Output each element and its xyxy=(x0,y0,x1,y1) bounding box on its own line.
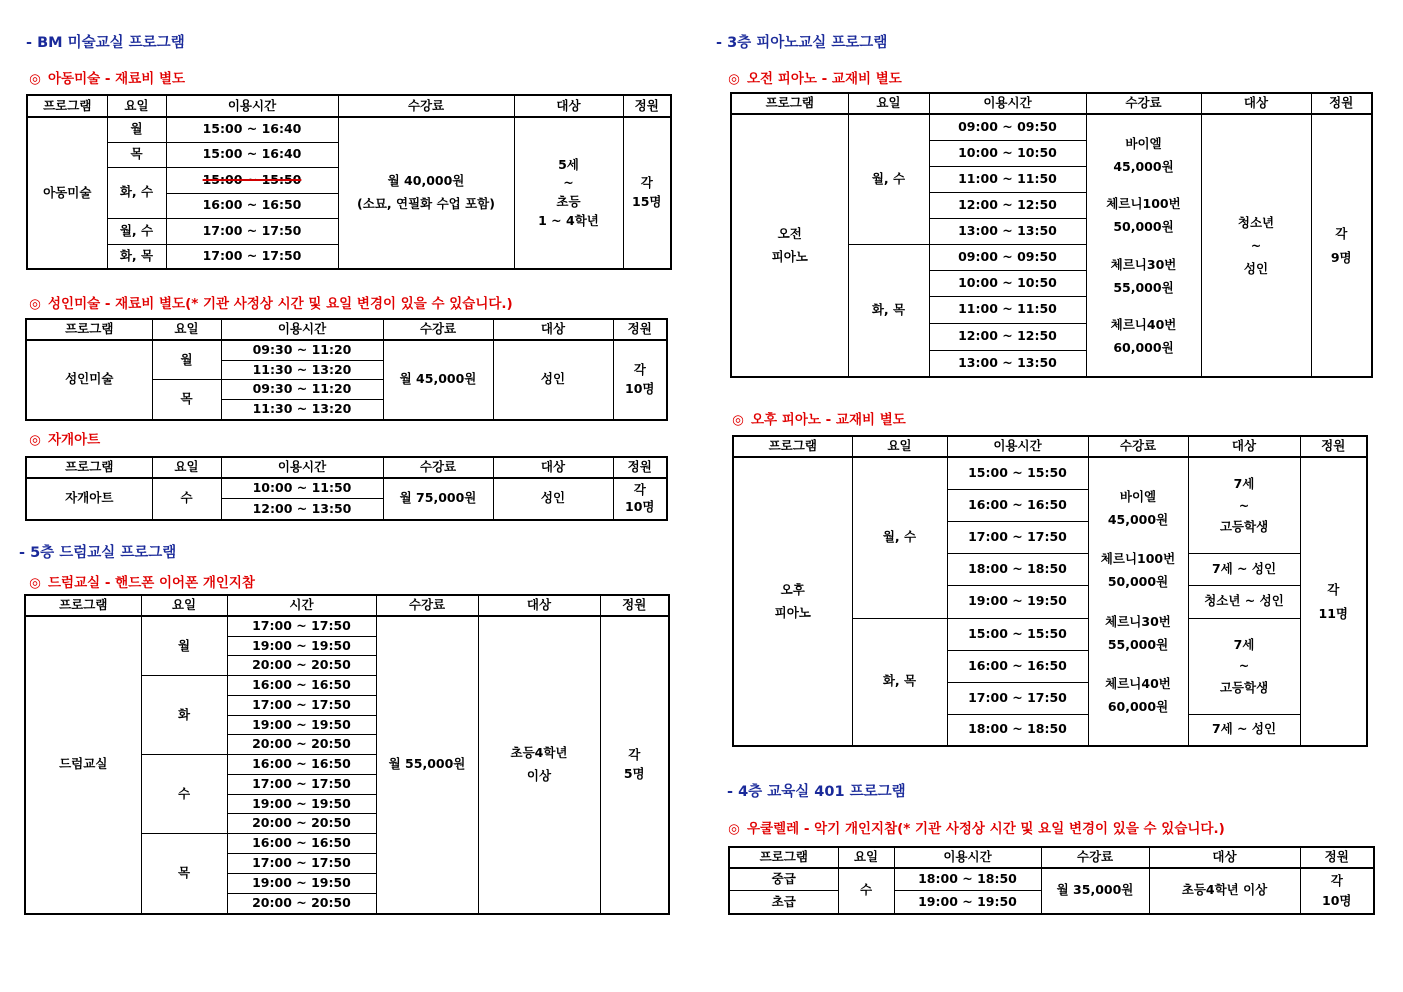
time-cell: 19:00 ~ 19:50 xyxy=(947,585,1088,618)
header-cell: 요일 xyxy=(152,319,221,340)
table-jagae xyxy=(25,456,668,521)
capacity-line: 5명 xyxy=(623,765,645,781)
header-cell: 이용시간 xyxy=(929,93,1086,114)
day-cell: 수 xyxy=(152,478,221,520)
time-cell: 17:00 ~ 17:50 xyxy=(227,774,376,794)
target-cell: 성인 xyxy=(493,340,613,420)
fee-line: 체르니100번 xyxy=(1100,551,1176,567)
fee-cell xyxy=(338,117,514,269)
capacity-cell xyxy=(1300,868,1374,914)
day-cell: 월 xyxy=(152,340,221,380)
time-cell: 10:00 ~ 10:50 xyxy=(929,270,1086,296)
double-circle-icon: ◎ xyxy=(728,71,740,87)
time-cell: 16:00 ~ 16:50 xyxy=(227,676,376,696)
time-cell: 15:00 ~ 15:50 xyxy=(947,457,1088,489)
day-cell: 수 xyxy=(838,868,894,914)
time-cell: 19:00 ~ 19:50 xyxy=(894,891,1041,914)
header-cell: 프로그램 xyxy=(733,436,852,457)
header-cell: 정원 xyxy=(623,95,671,117)
header-cell: 요일 xyxy=(848,93,929,114)
capacity-line: 각 xyxy=(633,481,646,497)
header-cell: 프로그램 xyxy=(26,319,152,340)
capacity-line: 11명 xyxy=(1318,605,1348,621)
fee-line: 50,000원 xyxy=(1113,219,1174,235)
header-cell: 대상 xyxy=(493,319,613,340)
target-cell xyxy=(1201,114,1311,377)
time-cell: 18:00 ~ 18:50 xyxy=(947,553,1088,585)
program-cell: 초급 xyxy=(729,891,838,914)
time-cell: 17:00 ~ 17:50 xyxy=(947,521,1088,553)
target-line: ~ xyxy=(1250,237,1262,253)
program-cell: 아동미술 xyxy=(27,117,107,269)
time-cell: 20:00 ~ 20:50 xyxy=(227,814,376,834)
table-piano-am xyxy=(730,92,1373,378)
double-circle-icon: ◎ xyxy=(728,821,740,837)
sub-title-drum: ◎ 드럼교실 - 핸드폰 이어폰 개인지참 xyxy=(29,575,255,591)
time-cell: 10:00 ~ 10:50 xyxy=(929,140,1086,166)
header-cell: 대상 xyxy=(493,457,613,478)
target-cell xyxy=(478,616,600,914)
double-circle-icon: ◎ xyxy=(29,575,41,591)
capacity-line: 각 xyxy=(1335,226,1348,242)
time-cell: 16:00 ~ 16:50 xyxy=(947,650,1088,682)
section-title-piano: - 3층 피아노교실 프로그램 xyxy=(716,35,888,51)
fee-cell: 월 75,000원 xyxy=(383,478,493,520)
target-line: 고등학생 xyxy=(1219,679,1269,695)
header-cell: 대상 xyxy=(1149,847,1300,868)
target-line: 이상 xyxy=(526,767,552,783)
capacity-line: 15명 xyxy=(632,194,662,209)
time-cell: 17:00 ~ 17:50 xyxy=(227,854,376,874)
section-title-art: - BM 미술교실 프로그램 xyxy=(26,35,185,51)
header-cell: 대상 xyxy=(1201,93,1311,114)
header-cell: 요일 xyxy=(141,595,227,616)
double-circle-icon: ◎ xyxy=(732,412,744,428)
double-circle-icon: ◎ xyxy=(29,432,41,448)
day-cell: 월, 수 xyxy=(107,218,166,244)
time-cell: 09:00 ~ 09:50 xyxy=(929,244,1086,270)
target-cell xyxy=(1188,457,1300,553)
time-cell: 09:30 ~ 11:20 xyxy=(221,340,383,360)
header-cell: 프로그램 xyxy=(731,93,848,114)
sub-title-art-adult: ◎ 성인미술 - 재료비 별도(* 기관 사정상 시간 및 요일 변경이 있을 수 있습니다.) xyxy=(29,296,513,312)
header-cell: 수강료 xyxy=(1088,436,1188,457)
header-cell: 프로그램 xyxy=(27,95,107,117)
target-cell: 청소년 ~ 성인 xyxy=(1188,585,1300,618)
sub-title-piano-pm: ◎ 오후 피아노 - 교재비 별도 xyxy=(732,412,906,428)
fee-line: 체르니40번 xyxy=(1110,316,1177,332)
fee-line: 체르니30번 xyxy=(1110,256,1177,272)
double-circle-icon: ◎ xyxy=(29,71,41,87)
capacity-line: 각 xyxy=(640,175,653,191)
target-line: 7세 xyxy=(1233,637,1255,653)
section-title-drum: - 5층 드럼교실 프로그램 xyxy=(19,545,177,561)
target-line: 5세 xyxy=(558,156,579,172)
table-ukulele xyxy=(728,846,1375,915)
header-cell: 정원 xyxy=(1300,436,1367,457)
header-cell: 수강료 xyxy=(338,95,514,117)
header-cell: 이용시간 xyxy=(894,847,1041,868)
program-line: 오후 xyxy=(780,581,805,597)
capacity-cell xyxy=(613,478,667,520)
program-cell: 드럼교실 xyxy=(25,616,141,914)
section-title-room401: - 4층 교육실 401 프로그램 xyxy=(727,784,906,800)
time-cell: 12:00 ~ 12:50 xyxy=(929,323,1086,350)
capacity-line: 각 xyxy=(628,747,641,762)
header-cell: 수강료 xyxy=(1041,847,1149,868)
header-cell: 정원 xyxy=(1311,93,1372,114)
header-cell: 수강료 xyxy=(1086,93,1201,114)
day-cell: 목 xyxy=(141,834,227,914)
target-cell: 성인 xyxy=(493,478,613,520)
time-cell: 19:00 ~ 19:50 xyxy=(227,874,376,894)
time-cell: 17:00 ~ 17:50 xyxy=(166,218,338,244)
table-piano-pm xyxy=(732,435,1368,747)
time-cell xyxy=(166,167,338,193)
target-line: 초등4학년 xyxy=(510,745,568,760)
header-cell: 시간 xyxy=(227,595,376,616)
fee-line: 60,000원 xyxy=(1107,698,1169,714)
capacity-line: 10명 xyxy=(625,498,655,514)
fee-line: 바이엘 xyxy=(1125,136,1162,151)
target-line: ~ xyxy=(1238,497,1250,513)
time-cell: 20:00 ~ 20:50 xyxy=(227,656,376,676)
target-line: 초등 xyxy=(556,194,581,209)
time-cell: 16:00 ~ 16:50 xyxy=(947,489,1088,521)
capacity-line: 각 xyxy=(633,362,646,377)
day-cell: 화, 수 xyxy=(107,167,166,218)
program-cell: 자개아트 xyxy=(26,478,152,520)
time-cell: 18:00 ~ 18:50 xyxy=(894,868,1041,891)
time-cell: 15:00 ~ 16:40 xyxy=(166,142,338,167)
fee-line: 체르니40번 xyxy=(1105,675,1171,691)
header-cell: 프로그램 xyxy=(729,847,838,868)
fee-line: 50,000원 xyxy=(1107,574,1169,590)
target-line: 7세 xyxy=(1233,476,1255,492)
header-cell: 이용시간 xyxy=(947,436,1088,457)
day-cell: 화 xyxy=(141,676,227,755)
time-cell: 17:00 ~ 17:50 xyxy=(947,682,1088,714)
header-cell: 이용시간 xyxy=(221,457,383,478)
sub-title-art-kids: ◎ 아동미술 - 재료비 별도 xyxy=(29,71,186,87)
time-cell: 11:30 ~ 13:20 xyxy=(221,360,383,380)
fee-cell: 월 55,000원 xyxy=(376,616,478,914)
header-cell: 요일 xyxy=(838,847,894,868)
target-cell: 7세 ~ 성인 xyxy=(1188,714,1300,746)
fee-line: 바이엘 xyxy=(1119,489,1157,504)
program-line: 피아노 xyxy=(771,248,808,264)
fee-cell: 월 45,000원 xyxy=(383,340,493,420)
fee-cell: 월 35,000원 xyxy=(1041,868,1149,914)
struck-time: 15:00 ~ 15:50 xyxy=(202,171,302,187)
header-cell: 대상 xyxy=(478,595,600,616)
time-cell: 11:30 ~ 13:20 xyxy=(221,400,383,420)
time-cell: 16:00 ~ 16:50 xyxy=(166,193,338,218)
header-cell: 이용시간 xyxy=(166,95,338,117)
time-cell: 20:00 ~ 20:50 xyxy=(227,735,376,755)
day-cell: 월, 수 xyxy=(848,114,929,244)
target-cell: 초등4학년 이상 xyxy=(1149,868,1300,914)
program-cell xyxy=(731,114,848,377)
table-art-adult xyxy=(25,318,668,421)
target-line: 성인 xyxy=(1243,261,1269,277)
time-cell: 09:00 ~ 09:50 xyxy=(929,114,1086,140)
sub-title-ukulele: ◎ 우쿨렐레 - 악기 개인지참(* 기관 사정상 시간 및 요일 변경이 있을 수 있습니다.) xyxy=(728,821,1225,837)
fee-line: 55,000원 xyxy=(1107,636,1169,652)
program-cell xyxy=(733,457,852,746)
time-cell: 17:00 ~ 17:50 xyxy=(227,695,376,715)
program-line: 오전 xyxy=(777,225,802,241)
time-cell: 19:00 ~ 19:50 xyxy=(227,715,376,735)
target-cell xyxy=(1188,618,1300,714)
double-circle-icon: ◎ xyxy=(29,296,41,312)
fee-amount: 월 40,000원 xyxy=(387,173,465,189)
time-cell: 17:00 ~ 17:50 xyxy=(166,244,338,269)
header-cell: 프로그램 xyxy=(26,457,152,478)
time-cell: 11:00 ~ 11:50 xyxy=(929,296,1086,323)
capacity-cell xyxy=(613,340,667,420)
target-cell: 7세 ~ 성인 xyxy=(1188,553,1300,585)
capacity-cell xyxy=(1311,114,1372,377)
target-cell xyxy=(514,117,623,269)
fee-cell xyxy=(1088,457,1188,746)
fee-line: 45,000원 xyxy=(1113,159,1174,175)
fee-line: 60,000원 xyxy=(1113,339,1174,355)
target-line: 고등학생 xyxy=(1219,518,1269,534)
time-cell: 12:00 ~ 13:50 xyxy=(221,499,383,520)
capacity-line: 각 xyxy=(1327,582,1340,598)
fee-line: 체르니100번 xyxy=(1106,196,1181,212)
time-cell: 16:00 ~ 16:50 xyxy=(227,834,376,854)
fee-line: 체르니30번 xyxy=(1105,613,1171,629)
header-cell: 요일 xyxy=(152,457,221,478)
target-line: ~ xyxy=(563,175,574,191)
day-cell: 화, 목 xyxy=(852,618,947,746)
time-cell: 16:00 ~ 16:50 xyxy=(227,755,376,775)
capacity-line: 10명 xyxy=(1322,892,1352,908)
fee-line: 55,000원 xyxy=(1113,279,1174,295)
day-cell: 화, 목 xyxy=(848,244,929,377)
header-cell: 정원 xyxy=(613,319,667,340)
target-line: ~ xyxy=(1238,658,1250,674)
time-cell: 18:00 ~ 18:50 xyxy=(947,714,1088,746)
table-art-kids xyxy=(26,94,672,270)
sub-title-piano-am: ◎ 오전 피아노 - 교재비 별도 xyxy=(728,71,902,87)
time-cell: 20:00 ~ 20:50 xyxy=(227,894,376,914)
time-cell: 12:00 ~ 12:50 xyxy=(929,192,1086,218)
day-cell: 월, 수 xyxy=(852,457,947,618)
time-cell: 10:00 ~ 11:50 xyxy=(221,478,383,499)
header-cell: 수강료 xyxy=(383,457,493,478)
header-cell: 정원 xyxy=(613,457,667,478)
header-cell: 정원 xyxy=(600,595,669,616)
header-cell: 요일 xyxy=(852,436,947,457)
time-cell: 19:00 ~ 19:50 xyxy=(227,794,376,814)
day-cell: 목 xyxy=(152,380,221,420)
program-cell: 성인미술 xyxy=(26,340,152,420)
time-cell: 13:00 ~ 13:50 xyxy=(929,218,1086,244)
program-line: 피아노 xyxy=(774,604,811,620)
time-cell: 15:00 ~ 15:50 xyxy=(947,618,1088,650)
day-cell: 월 xyxy=(141,616,227,676)
time-cell: 09:30 ~ 11:20 xyxy=(221,380,383,400)
target-line: 청소년 xyxy=(1237,214,1275,230)
fee-cell xyxy=(1086,114,1201,377)
header-cell: 수강료 xyxy=(383,319,493,340)
time-cell: 13:00 ~ 13:50 xyxy=(929,350,1086,377)
fee-note: (소묘, 연필화 수업 포함) xyxy=(357,196,495,211)
header-cell: 수강료 xyxy=(376,595,478,616)
fee-line: 45,000원 xyxy=(1107,512,1169,528)
day-cell: 목 xyxy=(107,142,166,167)
header-cell: 대상 xyxy=(514,95,623,117)
sub-title-jagae: ◎ 자개아트 xyxy=(29,432,101,448)
day-cell: 월 xyxy=(107,117,166,142)
capacity-cell xyxy=(1300,457,1367,746)
time-cell: 19:00 ~ 19:50 xyxy=(227,636,376,656)
capacity-cell xyxy=(623,117,671,269)
time-cell: 15:00 ~ 16:40 xyxy=(166,117,338,142)
capacity-cell xyxy=(600,616,669,914)
table-drum xyxy=(24,594,670,915)
header-cell: 요일 xyxy=(107,95,166,117)
header-cell: 이용시간 xyxy=(221,319,383,340)
program-cell: 중급 xyxy=(729,868,838,891)
capacity-line: 각 xyxy=(1330,872,1343,888)
capacity-line: 9명 xyxy=(1330,249,1352,265)
day-cell: 화, 목 xyxy=(107,244,166,269)
header-cell: 정원 xyxy=(1300,847,1374,868)
time-cell: 17:00 ~ 17:50 xyxy=(227,616,376,636)
time-cell: 11:00 ~ 11:50 xyxy=(929,166,1086,192)
header-cell: 대상 xyxy=(1188,436,1300,457)
capacity-line: 10명 xyxy=(625,380,655,396)
day-cell: 수 xyxy=(141,755,227,834)
header-cell: 프로그램 xyxy=(25,595,141,616)
target-line: 1 ~ 4학년 xyxy=(538,212,599,228)
